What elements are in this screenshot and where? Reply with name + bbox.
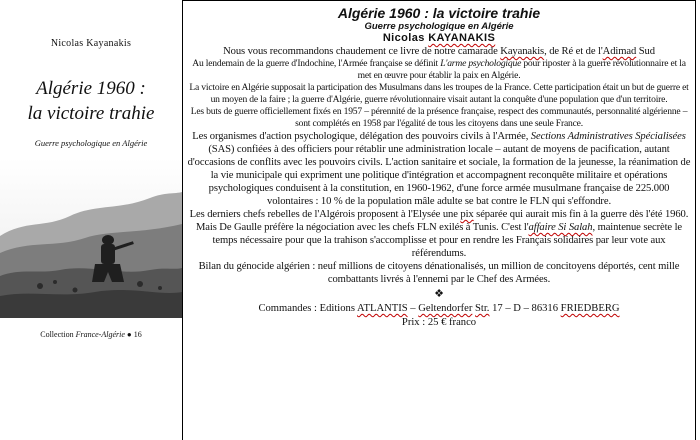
p4-text-a: Les organismes d'action psychologique, délégation des pouvoirs civils à l'Armée, (192, 131, 531, 142)
p5-text-a: Les derniers chefs rebelles de l'Algérois proposent à l'Elysée une (189, 209, 461, 220)
p4-text-c: (SAS) confiées à des officiers pour rétablir une administration locale – autant de moyens de pacification, autant d'occasions de conflits avec les pouvoirs civils. L'action sanitaire et sociale, la formation de la jeunesse, la réanimation de la vie municipale qui expriment une politique d'intégration et accompagnent reconquête militaire et opérations psychologiques conduisent à la constitution, en 1960-1962, d'une force armée musulmane française de 225.000 volontaires : 10 % de la population mâle adulte se bat contre le FLN qui s'effondre. (187, 144, 691, 207)
order-city: FRIEDBERG (560, 303, 620, 314)
intro-text-1: Nous vous recommandons chaudement ce livre de notre camarade (223, 46, 501, 57)
bullet-icon: ● (126, 330, 134, 339)
cover-author: Nicolas Kayanakis (50, 38, 132, 49)
order-text-g: 17 – D – 86316 (489, 303, 561, 314)
paragraph-6: Bilan du génocide algérien : neuf millions de citoyens dénationalisés, un million de concitoyens déportés, cent mille combattants livrés à l'ennemi par le Chef des Armées. (198, 261, 680, 285)
cover-title-line1: Algérie 1960 : (36, 78, 146, 99)
p4-text-b: Sections Administratives Spécialisées (530, 131, 686, 142)
order-text-a: Commandes : Editions (258, 303, 358, 314)
p1-text-c: pour riposter à la guerre révolutionnaire et la met en œuvre pour établir la paix en Algérie. (357, 58, 686, 81)
p5-text-e: , maintenue secrète le temps nécessaire pour que la trahison s'accomplisse et pour en rendre les Français solidaires par leur vote aux référendums. (212, 222, 683, 259)
cover-subtitle: Guerre psychologique en Algérie (34, 138, 148, 148)
collection-name: France-Algérie (75, 330, 125, 339)
article-title: Algérie 1960 : la victoire trahie (337, 5, 541, 21)
cover-title (0, 76, 182, 126)
paragraph-4 (187, 130, 691, 208)
intro-paragraph (187, 45, 691, 58)
p1-text-a: Au lendemain de la guerre d'Indochine, l'Armée française se définit (192, 58, 441, 69)
order-info (183, 302, 695, 316)
collection-number: 16 (133, 330, 142, 339)
order-street-abbr: Str. (475, 303, 490, 314)
article-panel (182, 0, 696, 440)
author-first-name: Nicolas (382, 32, 429, 44)
intro-text-4: Adimad (602, 46, 637, 57)
order-publisher: ATLANTIS (357, 303, 408, 314)
cover-title-line2: la victoire trahie (27, 103, 155, 124)
p5-text-c: séparée qui aurait mis fin à la guerre dès l'été 1960. Mais De Gaulle préfère la négociation avec les chefs FLN exilés à Tunis. C'est l' (195, 209, 689, 233)
order-street: Geltendorfer (418, 303, 473, 314)
article-subtitle: Guerre psychologique en Algérie (364, 21, 514, 32)
article-author (183, 32, 695, 45)
separator-icon: ❖ (434, 288, 444, 300)
order-text-c: – (407, 303, 419, 314)
p5-text-b: pix (460, 209, 474, 220)
cover-collection (0, 330, 182, 339)
paragraph-1 (187, 58, 691, 82)
paragraph-5 (187, 208, 691, 260)
author-last-name: KAYANAKIS (428, 32, 496, 44)
intro-text-5: Sud (636, 46, 655, 57)
book-cover (0, 0, 182, 423)
paragraph-3: Les buts de guerre officiellement fixés en 1957 – pérennité de la présence française, respect des communautés, personnalité algérienne – sont complétés en 1958 par l'égalité de tous les citoyens dans une seule France. (190, 106, 688, 129)
cover-photo (0, 158, 182, 318)
paragraph-2: La victoire en Algérie supposait la participation des Musulmans dans les troupes de la France. Cette participation était un but de guerre et un moyen de la faire ; la guerre d'Algérie, guerre révolutionnaire visait autant la conquête d'une population que d'un territoire. (189, 82, 689, 105)
collection-label: Collection (40, 330, 74, 339)
p5-text-d: affaire Si Salah (528, 222, 593, 233)
intro-text-3: , de Ré et de l' (544, 46, 603, 57)
price: Prix : 25 € franco (401, 317, 477, 328)
intro-text-2: Kayanakis (500, 46, 545, 57)
p1-text-b: L'arme psychologique (440, 58, 522, 69)
